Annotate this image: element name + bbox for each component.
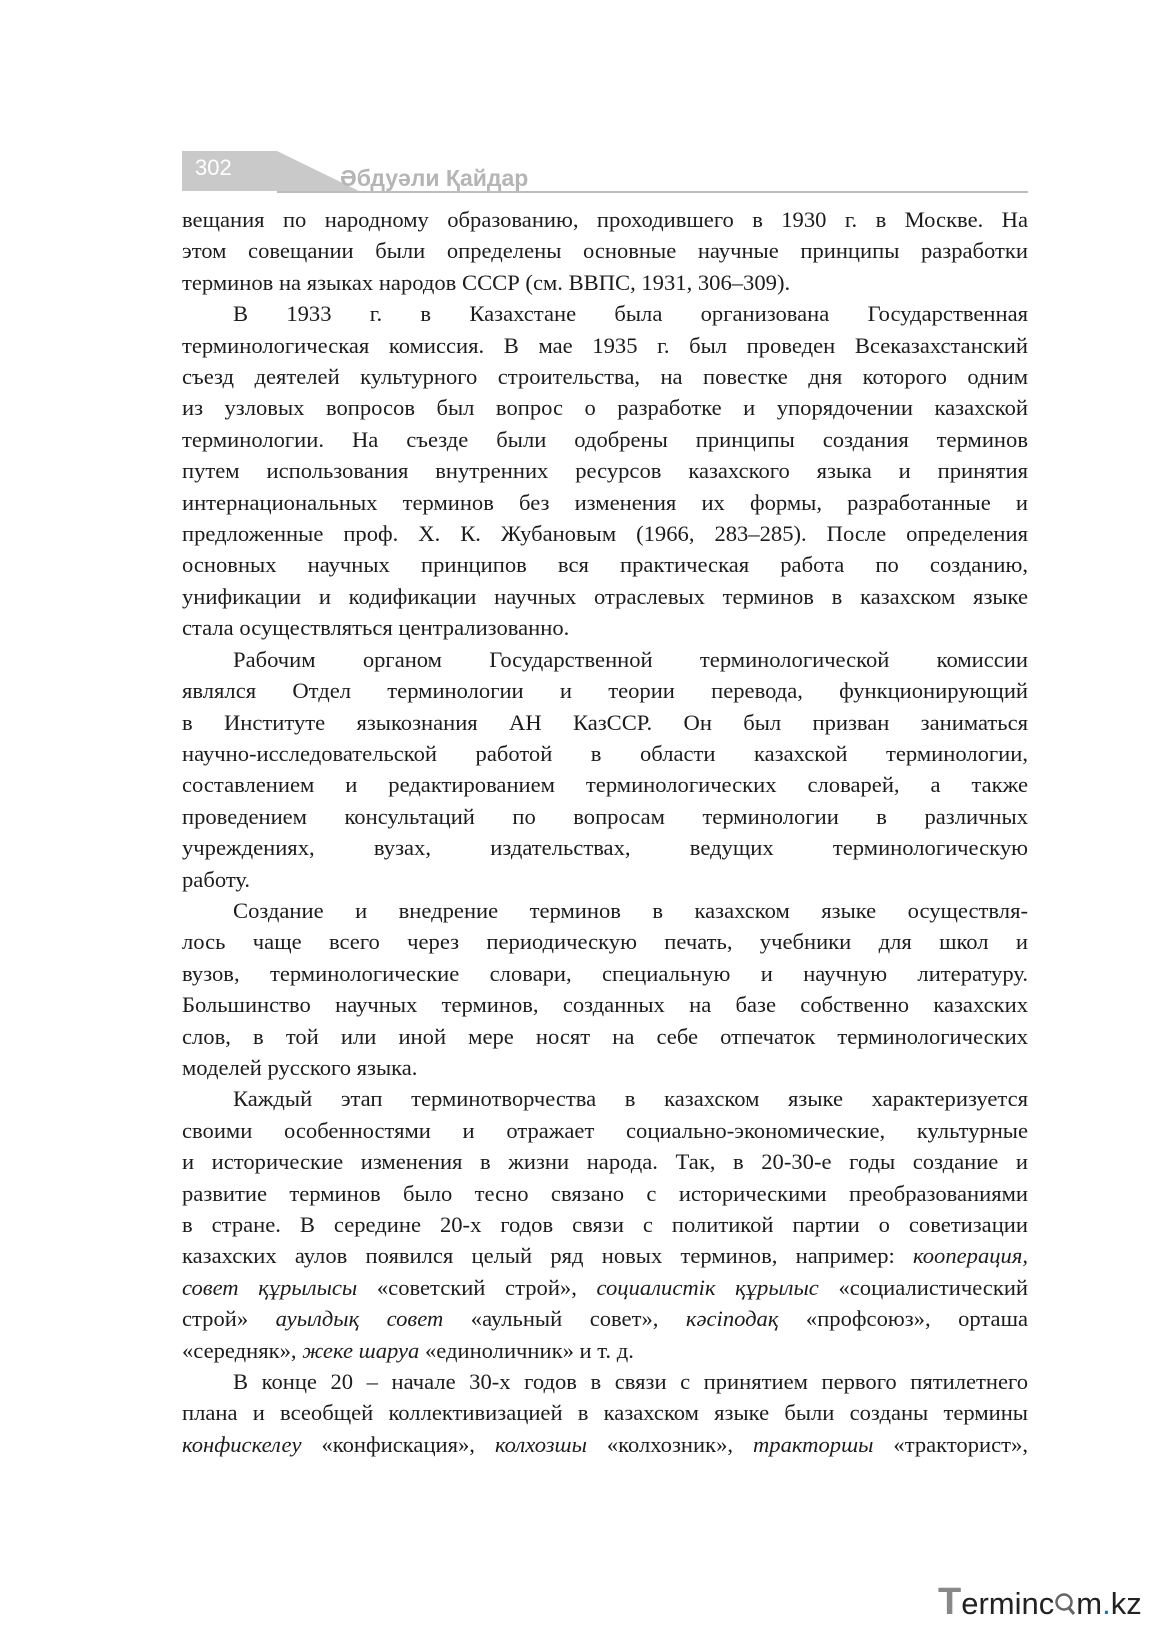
text-line: унификации и кодификации научных отраслевых терминов в казахском языке: [182, 583, 1028, 609]
termincom-logo: [938, 1581, 1142, 1621]
body-text: [182, 204, 1028, 1460]
text-line: [182, 1335, 1028, 1366]
text-line: В 1933 г. в Казахстане была организована Государственная: [233, 301, 1028, 327]
text-run: казахских аулов появился целый ряд новых терминов, например:: [182, 1243, 914, 1269]
text-line: Каждый этап терминотворчества в казахском языке характеризуется: [233, 1086, 1028, 1112]
text-line: из узловых вопросов был вопрос о разработке и упорядочении казахской: [182, 395, 1028, 421]
text-line: слов, в той или иной мере носят на себе отпечаток терминологических: [182, 1023, 1028, 1049]
logo-text: c: [1038, 1586, 1055, 1621]
page-number: 302: [195, 155, 232, 180]
text-line: [182, 1303, 1028, 1334]
page-header: [182, 151, 1028, 197]
text-line: стала осуществляться централизованно.: [182, 615, 570, 641]
text-run: строй»: [182, 1306, 276, 1332]
text-run: «советский строй»,: [357, 1274, 597, 1300]
logo-text: ermin: [961, 1586, 1039, 1621]
paragraph: [182, 895, 1028, 1083]
text-line: развитие терминов было тесно связано с историческими преобразованиями: [182, 1180, 1028, 1206]
text-run: «колхозник»,: [586, 1431, 753, 1457]
kazakh-term: конфискелеу: [182, 1431, 302, 1457]
text-run: «профсоюз», орташа: [778, 1306, 1029, 1332]
text-run: «середняк»,: [182, 1337, 303, 1363]
logo-t: T: [938, 1581, 962, 1623]
text-line: в Институте языкознания АН КазССР. Он был призван заниматься: [182, 709, 1028, 735]
text-line: съезд деятелей культурного строительства, на повестке дня которого одним: [182, 364, 1028, 390]
header-rule: [277, 191, 1028, 193]
text-line: терминов на языках народов СССР (см. ВВПС, 1931, 306–309).: [182, 269, 791, 295]
text-line: составлением и редактированием терминологических словарей, а также: [182, 772, 1028, 798]
kazakh-term: ауылдық совет: [275, 1306, 444, 1332]
kazakh-term: кәсіподақ: [685, 1306, 779, 1332]
text-line: своими особенностями и отражает социально-экономические, культурные: [182, 1117, 1028, 1143]
text-line: предложенные проф. Х. К. Жубановым (1966, 283–285). После определения: [182, 521, 1028, 547]
kazakh-term: социалистік құрылыс: [596, 1274, 819, 1300]
kazakh-term: жеке шаруа: [302, 1337, 420, 1363]
text-line: [182, 1429, 1028, 1460]
paragraph: [182, 1366, 1028, 1460]
running-title: Әбдуәли Қайдар: [340, 165, 529, 191]
text-line: терминологическая комиссия. В мае 1935 г. был проведен Всеказахстанский: [182, 332, 1028, 358]
text-line: Рабочим органом Государственной терминологической комиссии: [233, 646, 1028, 672]
text-line: проведением консультаций по вопросам терминологии в различных: [182, 803, 1028, 829]
text-line: моделей русского языка.: [182, 1054, 418, 1080]
paragraph: [182, 644, 1028, 895]
text-line: работу.: [182, 866, 251, 892]
kazakh-term: колхозшы: [494, 1431, 587, 1457]
kazakh-term: тракторшы: [752, 1431, 874, 1457]
text-line: Большинство научных терминов, созданных на базе собственно казахских: [182, 992, 1028, 1018]
text-line: вузов, терминологические словари, специальную и научную литературу.: [182, 960, 1028, 986]
text-line: и исторические изменения в жизни народа. Так, в 20-30-е годы создание и: [182, 1149, 1028, 1175]
kazakh-term: совет құрылысы: [182, 1274, 358, 1300]
logo-dot: .: [1102, 1586, 1111, 1621]
text-run: «конфискация»,: [301, 1431, 495, 1457]
magnifier-icon: [1054, 1592, 1076, 1616]
text-line: путем использования внутренних ресурсов казахского языка и принятия: [182, 458, 1028, 484]
text-run: «аульный совет»,: [443, 1306, 686, 1332]
text-line: терминологии. На съезде были одобрены принципы создания терминов: [182, 426, 1028, 452]
paragraph: [182, 1083, 1028, 1366]
text-line: вещания по народному образованию, проходившего в 1930 г. в Москве. На: [182, 207, 1028, 232]
text-line: основных научных принципов вся практическая работа по созданию,: [182, 552, 1028, 578]
text-line: [182, 1272, 1028, 1303]
kazakh-term: кооперация,: [913, 1243, 1028, 1269]
logo-text: m: [1076, 1586, 1103, 1621]
text-line: Создание и внедрение терминов в казахском языке осуществля-: [233, 897, 1028, 923]
text-line: интернациональных терминов без изменения их формы, разработанные и: [182, 489, 1028, 515]
logo-text: kz: [1110, 1586, 1142, 1621]
text-line: в стране. В середине 20-х годов связи с политикой партии о советизации: [182, 1212, 1028, 1237]
text-line: В конце 20 – начале 30-х годов в связи с принятием первого пятилетнего: [233, 1369, 1028, 1395]
text-line: [182, 1240, 1028, 1271]
text-line: этом совещании были определены основные научные принципы разработки: [182, 238, 1028, 264]
text-line: плана и всеобщей коллективизацией в казахском языке были созданы термины: [182, 1400, 1028, 1426]
text-line: лось чаще всего через периодическую печать, учебники для школ и: [182, 929, 1028, 955]
text-run: «социалистический: [818, 1274, 1028, 1300]
text-line: являлся Отдел терминологии и теории перевода, функционирующий: [182, 678, 1028, 704]
text-line: научно-исследовательской работой в области казахской терминологии,: [182, 740, 1028, 766]
paragraph: [182, 298, 1028, 643]
text-run: «тракторист»,: [873, 1431, 1028, 1457]
text-run: «единоличник» и т. д.: [419, 1337, 634, 1363]
paragraph: [182, 204, 1028, 298]
text-line: учреждениях, вузах, издательствах, ведущих терминологическую: [182, 835, 1028, 861]
